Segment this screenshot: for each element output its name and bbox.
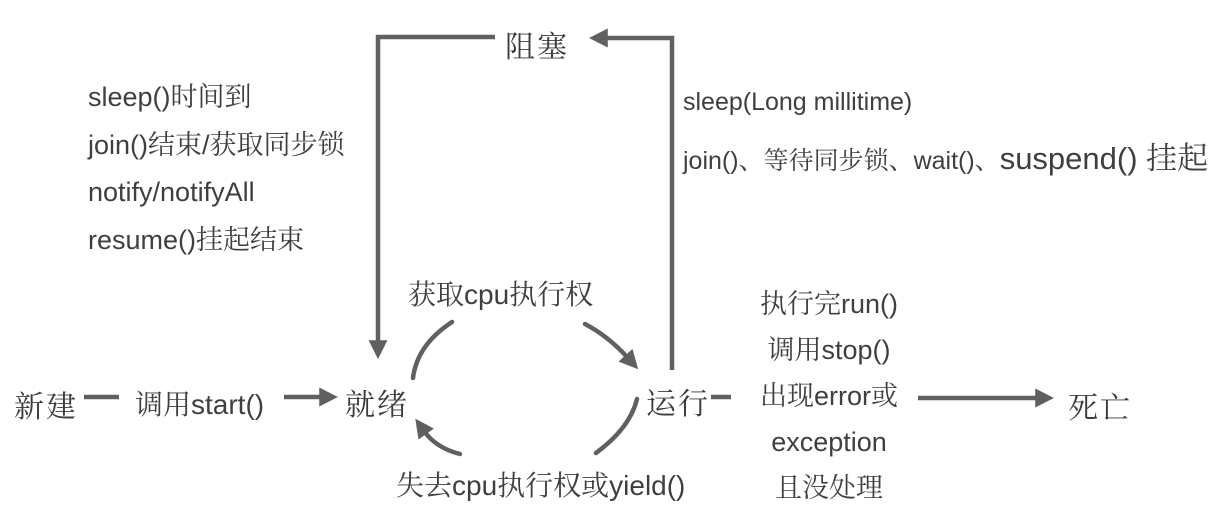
label-new-to-ready: 调用start() — [135, 389, 265, 420]
label-blocked-to-ready-reasons — [88, 74, 345, 264]
node-dead: 死亡 — [1068, 392, 1132, 425]
label-running-to-blocked-line2 — [683, 133, 1208, 178]
label-line: exception — [771, 427, 887, 457]
node-running: 运行 — [646, 388, 710, 421]
edge-running-to-ready-arc-right — [596, 399, 637, 453]
node-new: 新建 — [14, 391, 78, 424]
label-line: sleep()时间到 — [88, 82, 252, 112]
label-running-to-blocked-line1: sleep(Long millitime) — [683, 88, 913, 116]
label-line: join()结束/获取同步锁 — [88, 129, 345, 160]
label-line2-part1: join()、等待同步锁、wait()、 — [683, 147, 1000, 175]
label-line: notify/notifyAll — [88, 177, 255, 207]
node-ready: 就绪 — [345, 389, 409, 422]
label-running-to-dead-reasons — [709, 281, 949, 511]
node-blocked: 阻塞 — [505, 31, 569, 64]
edge-running-to-blocked-arrow — [604, 38, 672, 370]
label-ready-to-running: 获取cpu执行权 — [408, 279, 594, 310]
edge-ready-to-running-arc-arrow — [585, 324, 628, 358]
edge-running-to-ready-arc-arrow — [424, 431, 460, 454]
label-running-to-ready: 失去cpu执行权或yield() — [396, 470, 686, 501]
label-line: 且没处理 — [775, 473, 883, 503]
label-line: resume()挂起结束 — [88, 224, 305, 255]
edge-ready-to-running-arc-left — [413, 322, 452, 378]
label-line: 执行完run() — [759, 289, 898, 319]
label-line: 调用stop() — [767, 335, 891, 365]
label-line2-part2: suspend() 挂起 — [999, 141, 1209, 176]
label-line: 出现error或 — [759, 381, 898, 411]
